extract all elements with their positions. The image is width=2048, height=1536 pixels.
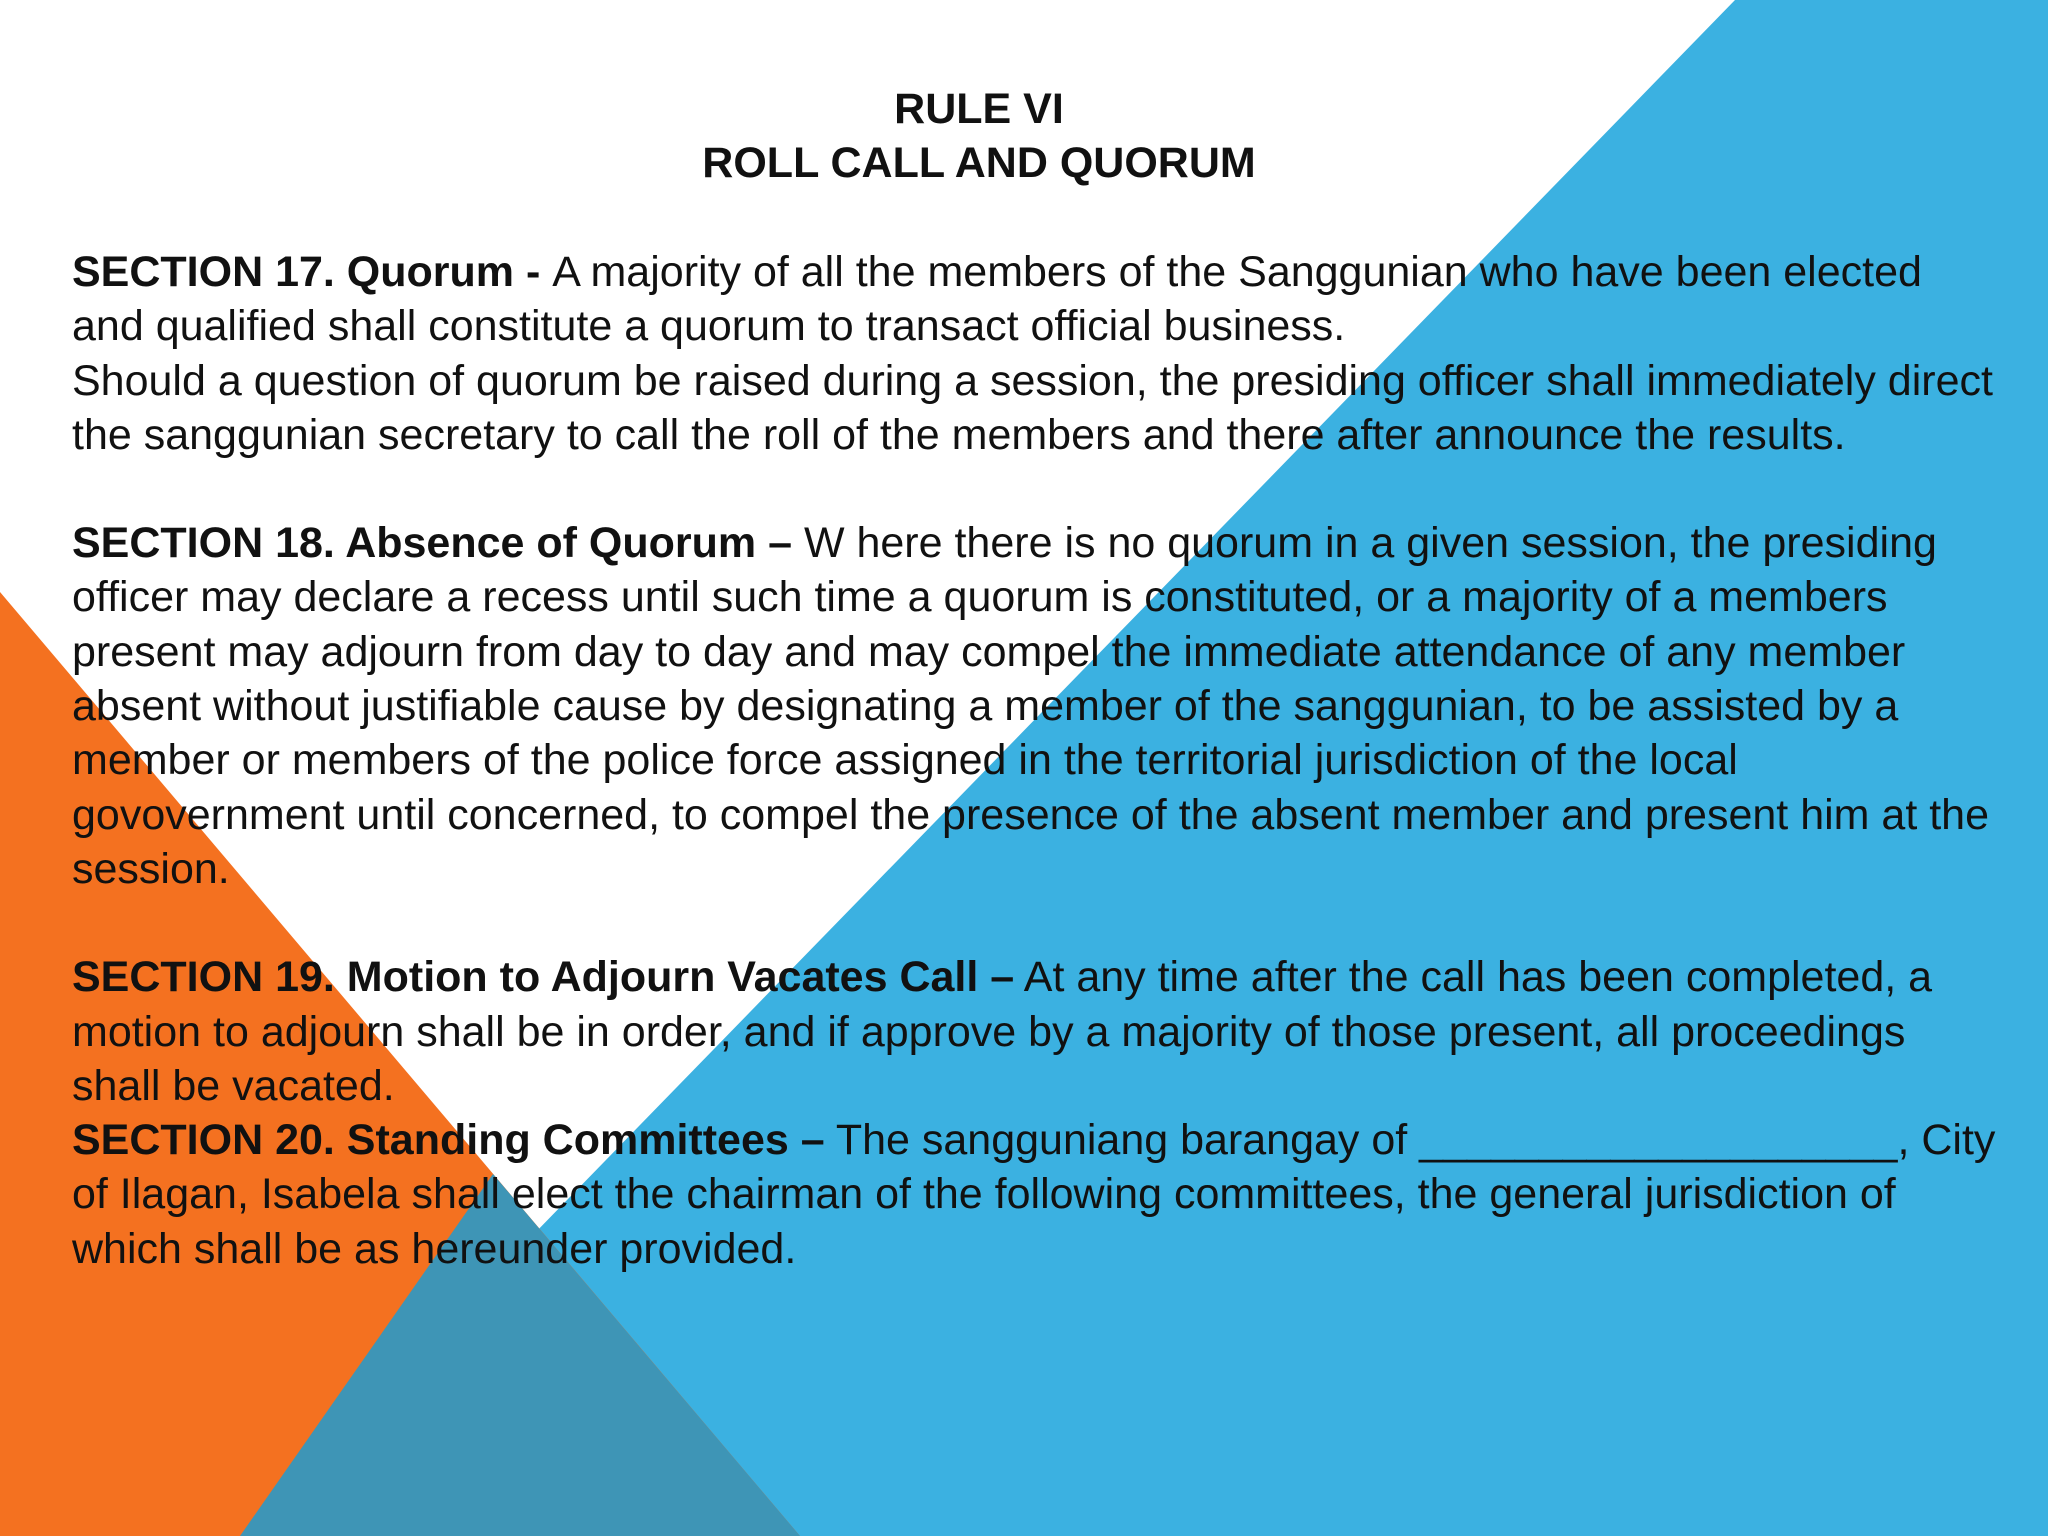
section-20-heading: SECTION 20. Standing Committees – bbox=[72, 1116, 825, 1165]
title-rule: RULE VI bbox=[894, 85, 1064, 133]
section-17-heading: SECTION 17. Quorum - bbox=[72, 248, 553, 296]
section-17-text: A majority of all the members of the Sanggunian who have been elected and qualified shall constitute a quorum to transact official business. bbox=[72, 248, 1922, 351]
section-19-text: At any time after the call has been completed, a motion to adjourn shall be in order, and if approve by a majority of those present, all proceedings shall be vacated. bbox=[72, 953, 1933, 1110]
section-19-heading: SECTION 19. Motion to Adjourn Vacates Call – bbox=[72, 953, 1015, 1002]
section-17 bbox=[72, 245, 2002, 354]
section-17-continuation: Should a question of quorum be raised during a session, the presiding officer shall immediately direct the sanggunian secretary to call the roll of the members and there after announce the results. bbox=[72, 356, 1993, 459]
section-19 bbox=[72, 950, 2002, 1113]
section-18-text: W here there is no quorum in a given session, the presiding officer may declare a recess until such time a quorum is constituted, or a majority of a members present may adjourn from day to day and may compel the immediate attendance of any member absent without justifiable cause by designating a member of the sanggunian, to be assisted by a member or members of the police force assigned in the territorial jurisdiction of the local govovernment until concerned, to compel the presence of the absent member and present him at the session. bbox=[72, 519, 1990, 893]
section-18 bbox=[72, 516, 2002, 896]
section-20-text: The sangguniang barangay of ____________________, City of Ilagan, Isabela shall elect the chairman of the following committees, the general jurisdiction of which shall be as hereunder provided. bbox=[72, 1116, 1996, 1273]
section-18-heading: SECTION 18. Absence of Quorum – bbox=[72, 519, 792, 568]
slide-title bbox=[0, 82, 1958, 190]
slide-body bbox=[72, 245, 2002, 1276]
section-20 bbox=[72, 1113, 2002, 1276]
title-subject: ROLL CALL AND QUORUM bbox=[702, 139, 1256, 187]
